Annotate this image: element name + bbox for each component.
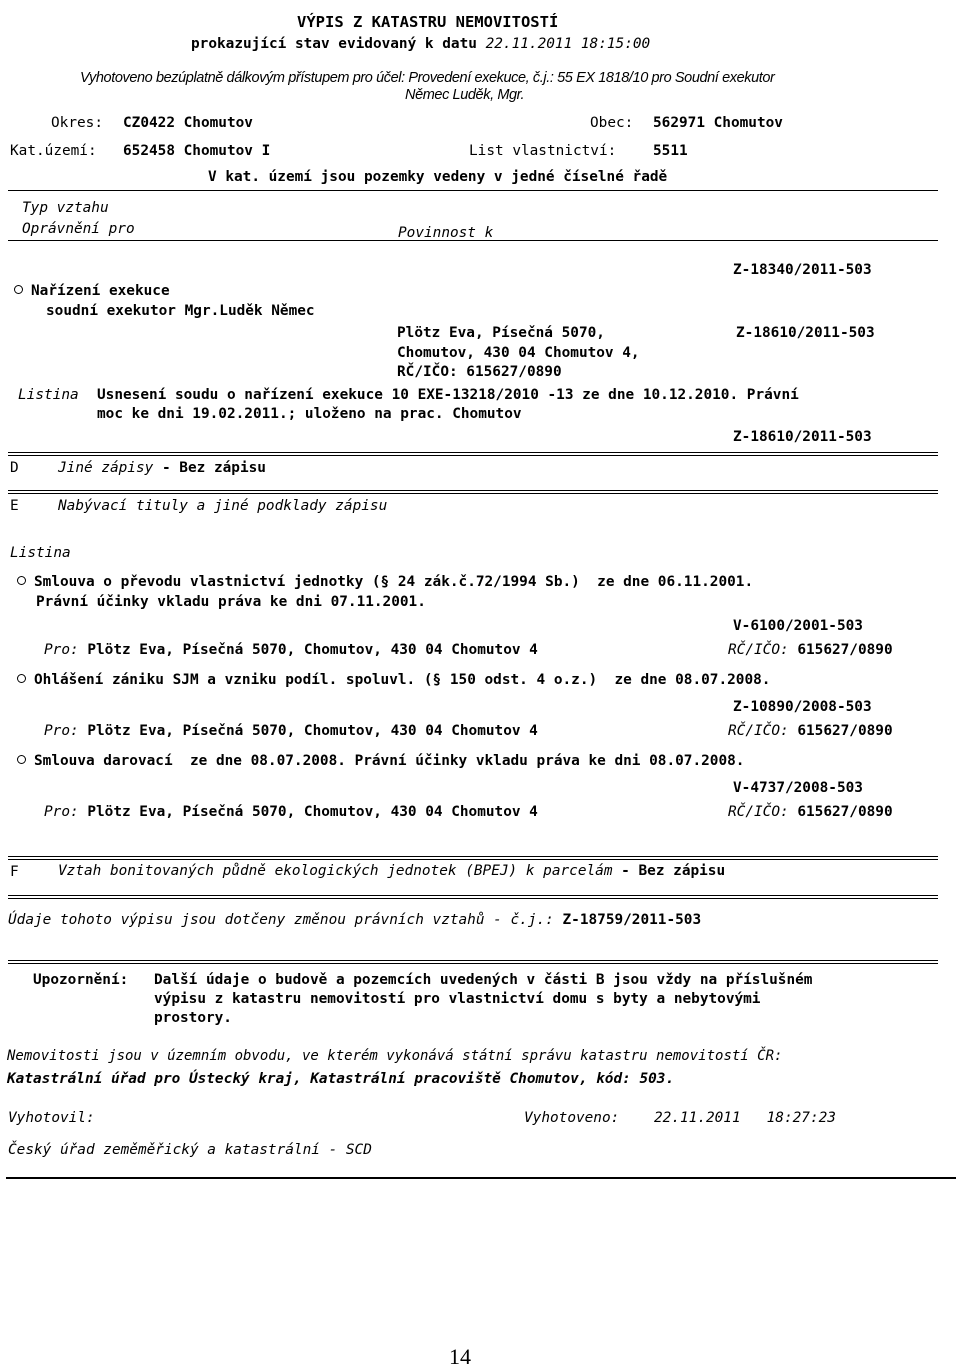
document-title: VÝPIS Z KATASTRU NEMOVITOSTÍ [297,13,559,31]
section-e-title: Nabývací tituly a jiné podklady zápisu [58,498,388,514]
purpose-line-1: Vyhotoveno bezúplatně dálkovým přístupem pro účel: Provedení exekuce, č.j.: 55 EX 1818/10 pro Soudní exekutor [80,70,775,86]
okres-label: Okres: [51,115,103,131]
listina-line-2: moc ke dni 19.02.2011.; uloženo na prac. Chomutov [97,406,522,422]
section-d-suffix: - Bez zápisu [161,460,266,476]
katuzemi-value: 652458 Chomutov I [123,143,271,159]
double-divider [8,960,938,964]
obec-value: 562971 Chomutov [653,115,783,131]
col-povinnost-k: Povinnost k [398,225,494,241]
bullet-icon [17,576,26,585]
bullet-icon [17,755,26,764]
territory-note: V kat. území jsou pozemky vedeny v jedné číselné řadě [208,169,668,185]
section-d-letter: D [10,460,19,476]
e-entry-2-pro: Pro: Plötz Eva, Písečná 5070, Chomutov, 430 04 Chomutov 4 [44,723,538,739]
vyhotoveno-label: Vyhotoveno: [524,1110,620,1126]
changes-line [8,911,701,929]
section-f-title: Vztah bonitovaných půdně ekologických jednotek (BPEJ) k parcelám [58,863,613,879]
col-typ-vztahu: Typ vztahu [22,200,109,216]
list-label: List vlastnictví: [469,143,617,159]
entry-title: Nařízení exekuce [31,283,170,299]
office-line-2: Katastrální úřad pro Ústecký kraj, Katastrální pracoviště Chomutov, kód: 503. [7,1071,675,1087]
e-entry-3-line-1: Smlouva darovací ze dne 08.07.2008. Právní účinky vkladu práva ke dni 08.07.2008. [17,752,744,770]
e-entry-3-rc: RČ/IČO: 615627/0890 [728,804,893,820]
vyhotoveno-value: 22.11.2011 18:27:23 [654,1110,836,1126]
double-divider [8,452,938,456]
changes-text: Údaje tohoto výpisu jsou dotčeny změnou právních vztahů - č.j.: [8,912,554,928]
section-f-heading [58,862,725,880]
section-f-suffix: - Bez zápisu [621,863,726,879]
warning-line-1: Další údaje o budově a pozemcích uvedených v části B jsou vždy na příslušném [154,972,813,988]
warning-line-2: výpisu z katastru nemovitostí pro vlastnictví domu s byty a nebytovými [154,991,761,1007]
okres-value: CZ0422 Chomutov [123,115,253,131]
povinnost-line-2: Chomutov, 430 04 Chomutov 4, [397,345,640,361]
document-subtitle [191,35,650,53]
obec-label: Obec: [590,115,634,131]
ref-bottom: Z-18610/2011-503 [733,429,872,445]
e-entry-3-ref: V-4737/2008-503 [733,780,863,796]
section-d-heading [58,459,266,477]
office-line-1: Nemovitosti jsou v územním obvodu, ve kterém vykonává státní správu katastru nemovitostí ČR: [7,1048,783,1064]
double-divider [8,895,938,899]
vyhotovil-label: Vyhotovil: [8,1110,95,1126]
purpose-line-2: Němec Luděk, Mgr. [405,87,525,103]
povinnost-line-1: Plötz Eva, Písečná 5070, [397,325,605,341]
page-number: 14 [449,1344,471,1369]
warning-label: Upozornění: [33,972,129,988]
issuer: Český úřad zeměměřický a katastrální - SCD [8,1142,372,1158]
divider [8,190,938,191]
entry-narizeni-exekuce [14,282,170,300]
ref-top: Z-18340/2011-503 [733,262,872,278]
ref-mid: Z-18610/2011-503 [736,325,875,341]
e-entry-1-rc: RČ/IČO: 615627/0890 [728,642,893,658]
section-f-letter: F [10,864,19,880]
list-value: 5511 [653,143,688,159]
subtitle-prefix: prokazující stav evidovaný k datu [191,36,477,52]
subtitle-date: 22.11.2011 18:15:00 [485,36,651,52]
col-opravneni-pro: Oprávnění pro [22,221,135,237]
footer-divider [6,1177,956,1179]
bullet-icon [14,285,23,294]
bullet-icon [17,674,26,683]
katuzemi-label: Kat.území: [10,143,97,159]
section-e-listina-label: Listina [10,545,71,561]
e-entry-1-line-1: Smlouva o převodu vlastnictví jednotky (§ 24 zák.č.72/1994 Sb.) ze dne 06.11.2001. [17,573,753,591]
divider [8,240,938,241]
e-entry-1-line-2: Právní účinky vkladu práva ke dni 07.11.2001. [36,594,426,610]
double-divider [8,856,938,860]
section-e-letter: E [10,498,19,514]
listina-line-1: Usnesení soudu o nařízení exekuce 10 EXE-13218/2010 -13 ze dne 10.12.2010. Právní [97,387,799,403]
section-d-title: Jiné zápisy [58,460,154,476]
warning-line-3: prostory. [154,1010,232,1026]
e-entry-1-pro: Pro: Plötz Eva, Písečná 5070, Chomutov, 430 04 Chomutov 4 [44,642,538,658]
entry-opravneni: soudní exekutor Mgr.Luděk Němec [46,303,315,319]
listina-label: Listina [18,387,79,403]
e-entry-2-rc: RČ/IČO: 615627/0890 [728,723,893,739]
povinnost-line-3: RČ/IČO: 615627/0890 [397,364,562,380]
changes-ref: Z-18759/2011-503 [562,912,702,928]
e-entry-2-line-1: Ohlášení zániku SJM a vzniku podíl. spoluvl. (§ 150 odst. 4 o.z.) ze dne 08.07.2008. [17,671,770,689]
double-divider [8,490,938,494]
e-entry-3-pro: Pro: Plötz Eva, Písečná 5070, Chomutov, 430 04 Chomutov 4 [44,804,538,820]
e-entry-1-ref: V-6100/2001-503 [733,618,863,634]
e-entry-2-ref: Z-10890/2008-503 [733,699,872,715]
